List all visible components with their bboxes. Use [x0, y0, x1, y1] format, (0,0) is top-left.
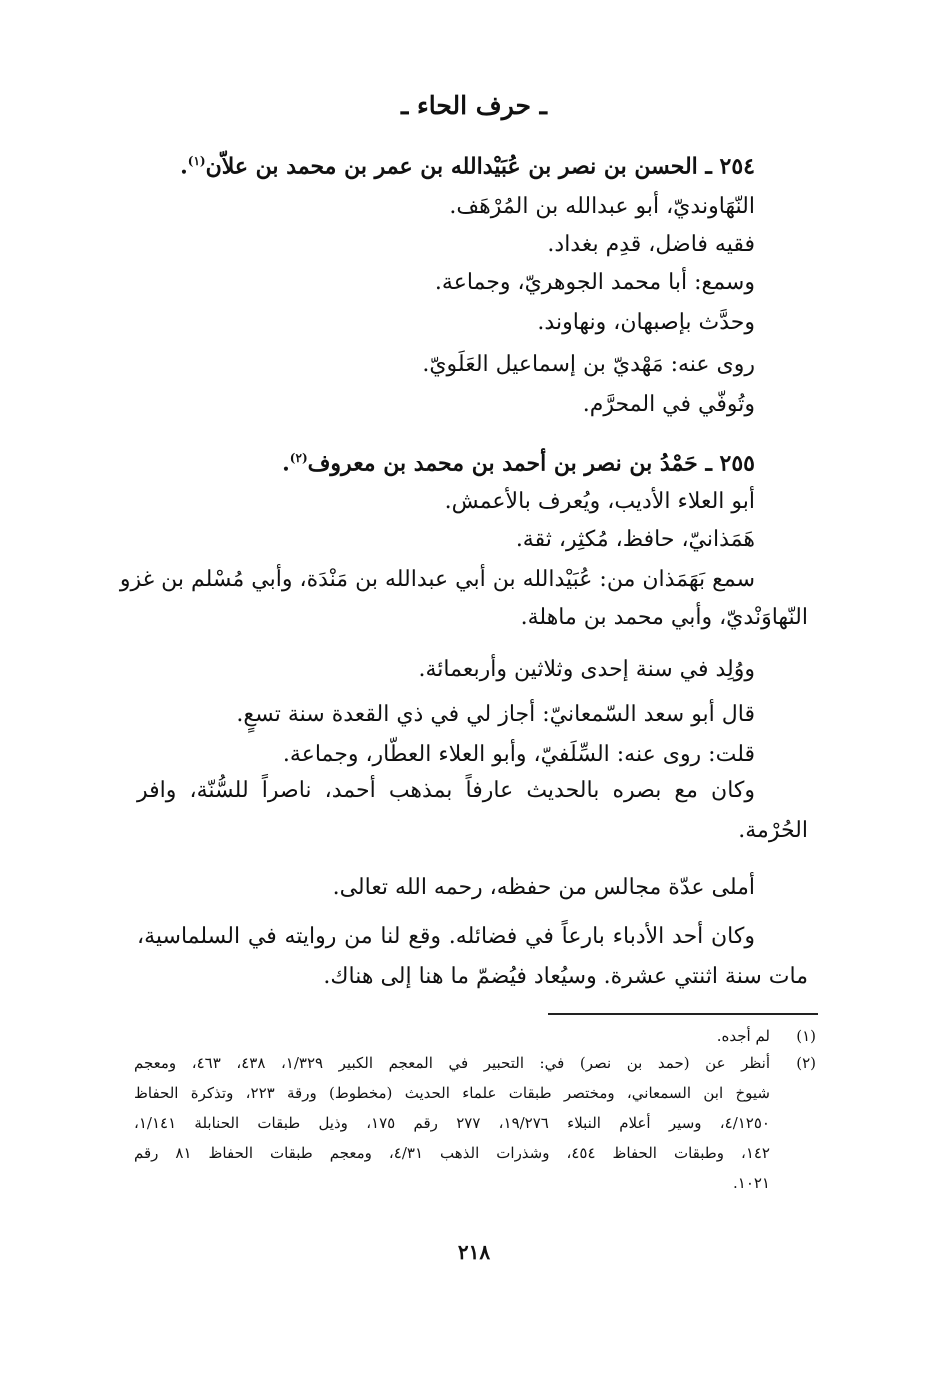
entry-254-line: فقيه فاضل، قدِم بغداد. — [547, 232, 755, 257]
entry-254-heading — [180, 146, 755, 181]
entry-255-line: وكان أحد الأدباء بارعاً في فضائله. وقع لنا من روايته في السلماسية، — [137, 924, 755, 949]
page-number: ٢١٨ — [457, 1240, 491, 1264]
entry-254-line: وسمع: أبا محمد الجوهريّ، وجماعة. — [434, 270, 755, 295]
entry-254-line: روى عنه: مَهْديّ بن إسماعيل العَلَويّ. — [422, 352, 755, 377]
footnote-number: (١) — [796, 1027, 816, 1045]
footnote-line: لم أجده. — [716, 1027, 770, 1045]
entry-255-line: وكان مع بصره بالحديث عارفاً بمذهب أحمد، ناصراً للسُّنّة، وافر — [137, 778, 755, 803]
entry-254-line: وتُوفّي في المحرَّم. — [582, 392, 755, 417]
entry-255-heading-end: . — [282, 450, 290, 477]
footnote-line: ٤/١٢٥٠، وسير أعلام النبلاء ١٩/٢٧٦، ٢٧٧ رقم ١٧٥، وذيل طبقات الحنابلة ١/١٤١، — [134, 1114, 770, 1132]
entry-255-heading — [282, 443, 755, 478]
entry-255-line: قال أبو سعد السّمعانيّ: أجاز لي في ذي القعدة سنة تسعٍ. — [236, 702, 755, 727]
entry-255-line: هَمَذانيّ، حافظ، مُكثِر، ثقة. — [515, 527, 755, 552]
entry-254-line: وحدَّث بإصبهان، ونهاوند. — [537, 310, 755, 335]
footnote-line: أنظر عن (حمد بن نصر) في: التحبير في المعجم الكبير ١/٣٢٩، ٤٣٨، ٤٦٣، ومعجم — [134, 1054, 771, 1072]
entry-255-line: الحُرْمة. — [738, 818, 808, 843]
entry-255-line: أبو العلاء الأديب، ويُعرف بالأعمش. — [444, 489, 755, 514]
footnote-line: ١٤٢، وطبقات الحفاظ ٤٥٤، وشذرات الذهب ٤/٣١، ومعجم طبقات الحفاظ ٨١ رقم — [134, 1144, 770, 1162]
entry-254-heading-end: . — [180, 153, 188, 180]
entry-255-line: ووُلِد في سنة إحدى وثلاثين وأربعمائة. — [418, 657, 755, 682]
entry-254-line: النّهَاونديّ، أبو عبدالله بن المُرْهَف. — [449, 194, 755, 219]
entry-255-line: سمع بَهَمَذان من: عُبَيْدالله بن أبي عبدالله بن مَنْدَة، وأبي مُسْلم بن غزو — [119, 567, 755, 592]
entry-255-line: النّهاوَنْديّ، وأبي محمد بن ماهلة. — [520, 605, 808, 630]
entry-255-line: قلت: روى عنه: السِّلَفيّ، وأبو العلاء العطّار، وجماعة. — [282, 742, 755, 767]
footnote-ref-1: (١) — [187, 154, 206, 168]
footnote-separator — [548, 1013, 818, 1015]
entry-255-line: مات سنة اثنتي عشرة. وسيُعاد فيُضمّ ما هنا إلى هناك. — [323, 964, 808, 989]
footnote-number: (٢) — [796, 1054, 816, 1072]
footnote-line: شيوخ ابن السمعاني، ومختصر طبقات علماء الحديث (مخطوط) ورقة ٢٢٣، وتذكرة الحفاظ — [134, 1084, 770, 1102]
entry-254-heading-text: ٢٥٤ ـ الحسن بن نصر بن عُبَيْدالله بن عمر بن محمد بن علاّن — [205, 153, 755, 180]
footnote-ref-2: (٢) — [289, 451, 308, 465]
chapter-title: ـ حرف الحاء ـ — [401, 91, 547, 120]
footnote-line: ١٠٢١. — [732, 1174, 770, 1192]
entry-255-line: أملى عدّة مجالس من حفظه، رحمه الله تعالى. — [332, 875, 755, 900]
entry-255-heading-text: ٢٥٥ ـ حَمْدُ بن نصر بن أحمد بن محمد بن معروف — [307, 450, 755, 477]
